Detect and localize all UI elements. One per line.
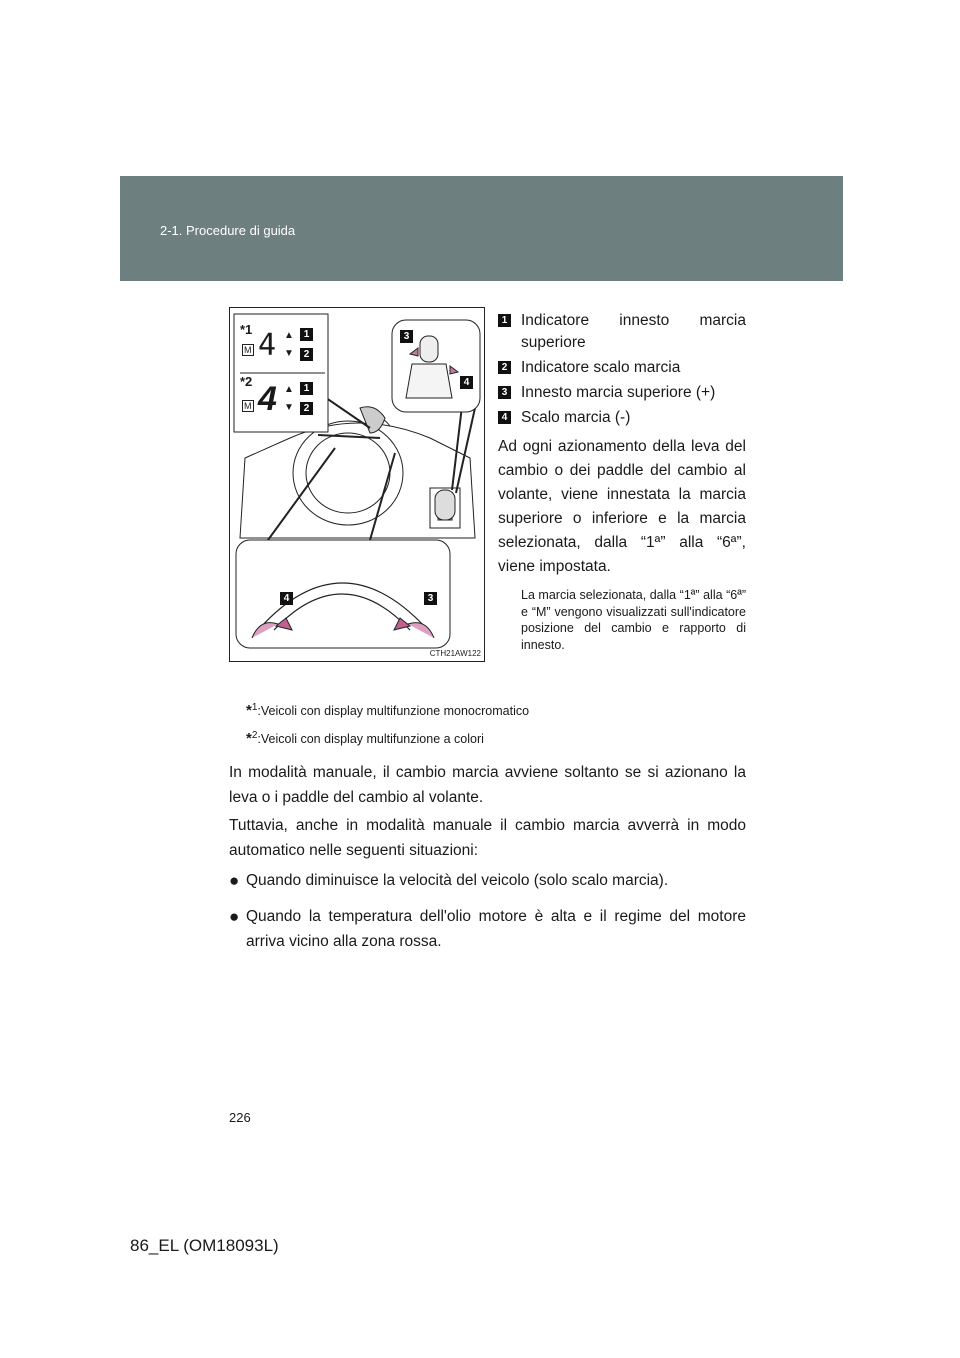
legend-list [498,310,746,653]
callout-badge: 1 [300,328,313,341]
bullet-icon: ● [229,907,240,926]
footnote-number: 2 [251,730,258,741]
footnote-2 [246,730,484,747]
note-text: La marcia selezionata, dalla “1ª” alla “6ª” e “M” vengono visualizzati sull'indicatore posizione del cambio e rapporto di innesto. [521,588,746,652]
footnote-marker-2: *2 [240,374,253,389]
footnote-star: * [246,702,252,720]
bullet-item [229,868,746,893]
mode-indicator-1: M [244,345,252,355]
gear-readout-1: 4 [258,328,277,363]
body-paragraph: In modalità manuale, il cambio marcia avviene soltanto se si azionano la leva o i paddle del cambio al volante. [229,764,746,806]
legend-text: Indicatore scalo marcia [521,359,681,376]
legend-item [498,357,746,379]
legend-badge: 2 [498,361,511,374]
shift-illustration [229,307,485,662]
bullet-text: Quando la temperatura dell'olio motore è alta e il regime del motore arriva vicino alla zona rossa. [246,908,746,950]
up-arrow-icon: ▲ [284,384,294,395]
callout-badge: 3 [424,592,437,605]
down-arrow-icon: ▼ [284,348,294,359]
bullet-text: Quando diminuisce la velocità del veicolo (solo scalo marcia). [246,872,669,889]
callout-badge: 1 [300,382,313,395]
callout-badge: 4 [460,376,473,389]
mode-indicator-2: M [244,401,252,411]
section-header [120,176,843,281]
legend-badge: 4 [498,411,511,424]
footnote-1 [246,702,529,719]
callout-badge: 3 [400,330,413,343]
bullet-item [229,904,746,954]
section-title: 2-1. Procedure di guida [160,223,296,238]
legend-text: Innesto marcia superiore (+) [521,384,716,401]
legend-badge: 3 [498,386,511,399]
footnote-marker-1: *1 [240,322,253,337]
callout-badge: 4 [280,592,293,605]
legend-text: Scalo marcia (-) [521,409,631,426]
legend-item [498,310,746,354]
down-arrow-icon: ▼ [284,402,294,413]
page-number: 226 [229,1110,251,1125]
legend-item [498,382,746,404]
explanation-paragraph: Ad ogni azionamento della leva del cambio o dei paddle del cambio al volante, viene innestata la marcia superiore o inferiore e la marcia selezionata, dalla “1ª” alla “6ª”, viene impostata. [498,438,746,575]
footnote-number: 1 [251,702,258,713]
footnote-text: :Veicoli con display multifunzione a colori [257,732,484,747]
gear-readout-2: 4 [258,380,277,418]
body-paragraph: Tuttavia, anche in modalità manuale il cambio marcia avverrà in modo automatico nelle seguenti situazioni: [229,817,746,859]
legend-badge: 1 [498,314,511,327]
up-arrow-icon: ▲ [284,330,294,341]
legend-text: Indicatore innesto marcia superiore [521,312,746,351]
legend-item [498,407,746,429]
callout-badge: 2 [300,402,313,415]
figure-code: CTH21AW122 [429,649,481,658]
document-code: 86_EL (OM18093L) [130,1236,279,1255]
bullet-icon: ● [229,871,240,890]
footnote-text: :Veicoli con display multifunzione monocromatico [257,704,530,719]
callout-badge: 2 [300,348,313,361]
footnote-star: * [246,730,252,748]
